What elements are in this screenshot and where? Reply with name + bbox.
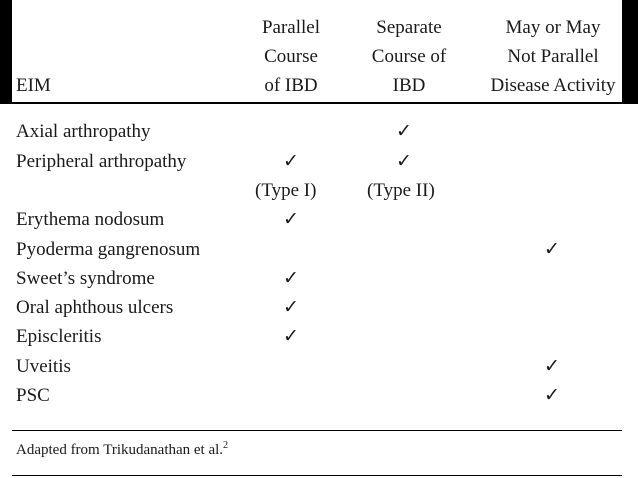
header-separate-course: [357, 13, 461, 100]
footnote-text: Adapted from Trikudanathan et al.: [16, 442, 224, 458]
left-black-bar: [0, 0, 12, 104]
top-rule: [12, 102, 622, 104]
row-label: PSC: [16, 385, 50, 406]
row-label: Pyoderma gangrenosum: [16, 239, 201, 260]
header-text: Disease Activity: [490, 75, 616, 96]
row-label: Sweet’s syndrome: [16, 268, 155, 289]
bottom-rule: [12, 430, 622, 431]
checkmark-icon: ✓: [544, 385, 560, 406]
checkmark-icon: ✓: [283, 151, 299, 172]
footnote: [16, 440, 228, 460]
checkmark-icon: ✓: [544, 239, 560, 260]
header-text: Course of: [371, 46, 447, 67]
header-eim: EIM: [16, 75, 51, 96]
row-label: Erythema nodosum: [16, 209, 165, 230]
footnote-rule: [12, 475, 622, 476]
header-text: IBD: [392, 75, 426, 96]
checkmark-icon: ✓: [283, 268, 299, 289]
header-text: May or May: [505, 17, 601, 38]
header-text: Not Parallel: [507, 46, 599, 67]
checkmark-icon: ✓: [544, 356, 560, 377]
type-note: (Type I): [255, 180, 317, 201]
header-text: Course: [264, 46, 318, 67]
header-text: Parallel: [261, 17, 321, 38]
header-text: of IBD: [264, 75, 318, 96]
checkmark-icon: ✓: [283, 326, 299, 347]
header-parallel-course: [245, 13, 337, 100]
header-text: Separate: [376, 17, 442, 38]
footnote-ref: 2: [223, 440, 229, 451]
checkmark-icon: ✓: [396, 121, 412, 142]
row-label: Uveitis: [16, 356, 71, 377]
checkmark-icon: ✓: [283, 209, 299, 230]
row-label: Episcleritis: [16, 326, 102, 347]
row-label: Oral aphthous ulcers: [16, 297, 174, 318]
row-label: Peripheral arthropathy: [16, 151, 187, 172]
header-may-or-may-not: [478, 13, 628, 100]
row-label: Axial arthropathy: [16, 121, 151, 142]
checkmark-icon: ✓: [396, 151, 412, 172]
checkmark-icon: ✓: [283, 297, 299, 318]
type-note: (Type II): [367, 180, 435, 201]
